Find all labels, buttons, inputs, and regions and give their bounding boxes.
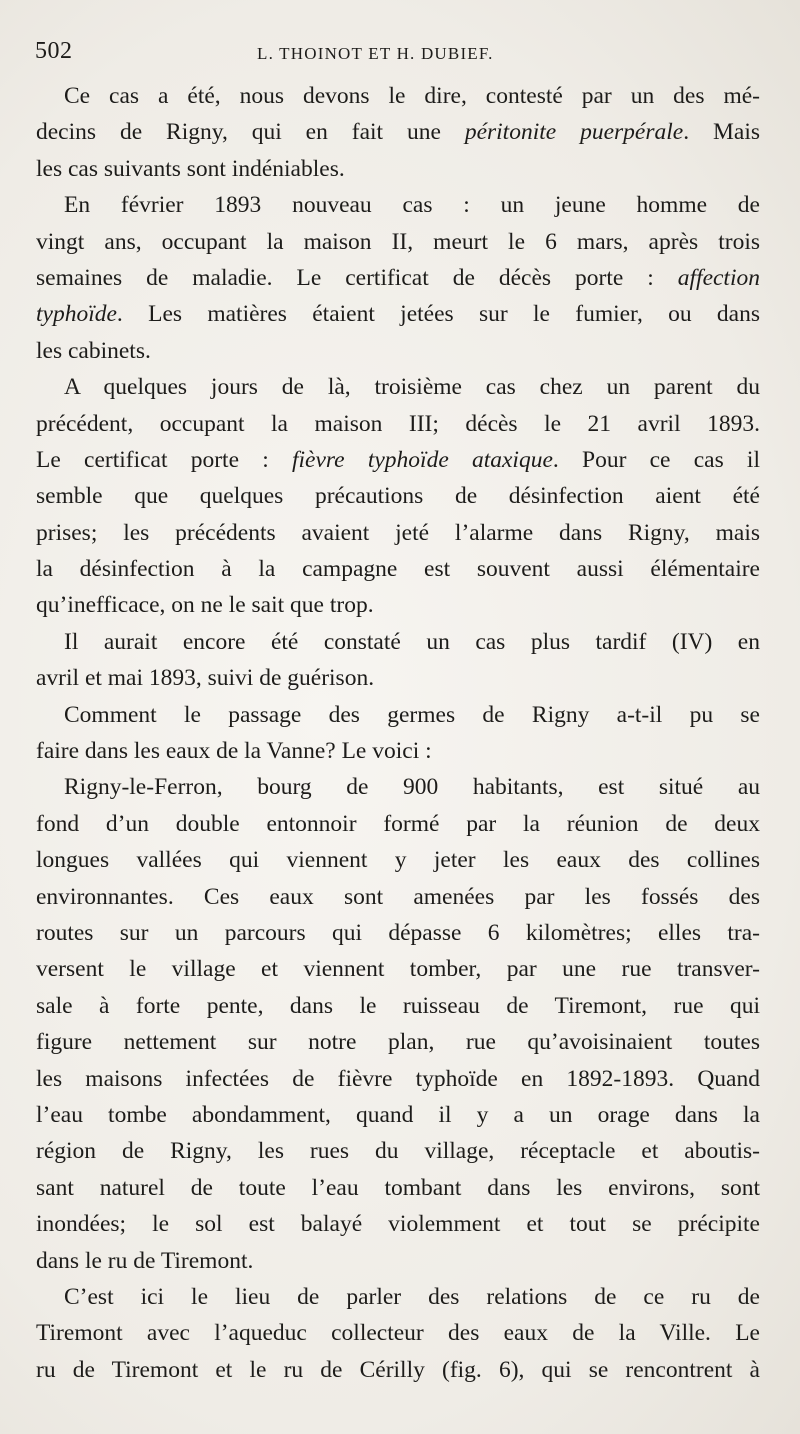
- text-line: Tiremont avec l’aqueduc collecteur des eaux de la Ville. Le: [36, 1320, 760, 1347]
- text-line: sale à forte pente, dans le ruisseau de Tiremont, rue qui: [36, 992, 760, 1019]
- text-line: En février 1893 nouveau cas : un jeune homme de: [64, 192, 760, 219]
- text-line: région de Rigny, les rues du village, réceptacle et aboutis-: [36, 1138, 760, 1165]
- text-line: les cabinets.: [36, 337, 151, 364]
- text-line: les maisons infectées de fièvre typhoïde en 1892-1893. Quand: [36, 1065, 760, 1092]
- text-line: typhoïde. Les matières étaient jetées sur le fumier, ou dans: [36, 301, 760, 328]
- text-line: A quelques jours de là, troisième cas chez un parent du: [64, 374, 760, 401]
- text-line: environnantes. Ces eaux sont amenées par les fossés des: [36, 883, 760, 910]
- text-line: fond d’un double entonnoir formé par la réunion de deux: [36, 810, 760, 837]
- text-line: Ce cas a été, nous devons le dire, contesté par un des mé-: [64, 83, 760, 109]
- text-line: C’est ici le lieu de parler des relations de ce ru de: [64, 1283, 760, 1310]
- text-line: Comment le passage des germes de Rigny a-t-il pu se: [64, 701, 760, 728]
- text-line: Il aurait encore été constaté un cas plus tardif (IV) en: [64, 628, 760, 655]
- text-line: semaines de maladie. Le certificat de décès porte : affection: [36, 264, 760, 291]
- text-line: Le certificat porte : fièvre typhoïde ataxique. Pour ce cas il: [36, 446, 760, 473]
- text-line: inondées; le sol est balayé violemment et tout se précipite: [36, 1211, 760, 1238]
- text-line: routes sur un parcours qui dépasse 6 kilomètres; elles tra-: [36, 919, 760, 946]
- text-line: ru de Tiremont et le ru de Cérilly (fig. 6), qui se rencontrent à: [36, 1356, 760, 1383]
- text-line: Rigny-le-Ferron, bourg de 900 habitants, est situé au: [64, 774, 760, 801]
- text-line: semble que quelques précautions de désinfection aient été: [36, 483, 760, 510]
- text-line: avril et mai 1893, suivi de guérison.: [36, 665, 375, 692]
- text-line: vingt ans, occupant la maison II, meurt le 6 mars, après trois: [36, 228, 760, 255]
- text-line: qu’inefficace, on ne le sait que trop.: [36, 592, 374, 619]
- page-header: [35, 38, 775, 78]
- text-line: figure nettement sur notre plan, rue qu’avoisinaient toutes: [36, 1029, 760, 1056]
- text-line: dans le ru de Tiremont.: [36, 1247, 254, 1274]
- text-line: la désinfection à la campagne est souvent aussi élémentaire: [36, 556, 760, 583]
- text-line: versent le village et viennent tomber, par une rue transver-: [36, 956, 760, 983]
- text-line: faire dans les eaux de la Vanne? Le voici :: [36, 738, 432, 765]
- text-line: l’eau tombe abondamment, quand il y a un orage dans la: [36, 1101, 760, 1128]
- running-head: L. THOINOT ET H. DUBIEF.: [257, 44, 494, 63]
- page-number: 502: [35, 38, 73, 64]
- text-line: decins de Rigny, qui en fait une péritonite puerpérale. Mais: [36, 119, 760, 146]
- text-line: prises; les précédents avaient jeté l’alarme dans Rigny, mais: [36, 519, 760, 546]
- body-text: [36, 78, 760, 1388]
- text-line: sant naturel de toute l’eau tombant dans les environs, sont: [36, 1174, 760, 1201]
- text-line: précédent, occupant la maison III; décès le 21 avril 1893.: [36, 410, 760, 437]
- text-line: longues vallées qui viennent y jeter les eaux des collines: [36, 847, 760, 874]
- text-line: les cas suivants sont indéniables.: [36, 155, 345, 182]
